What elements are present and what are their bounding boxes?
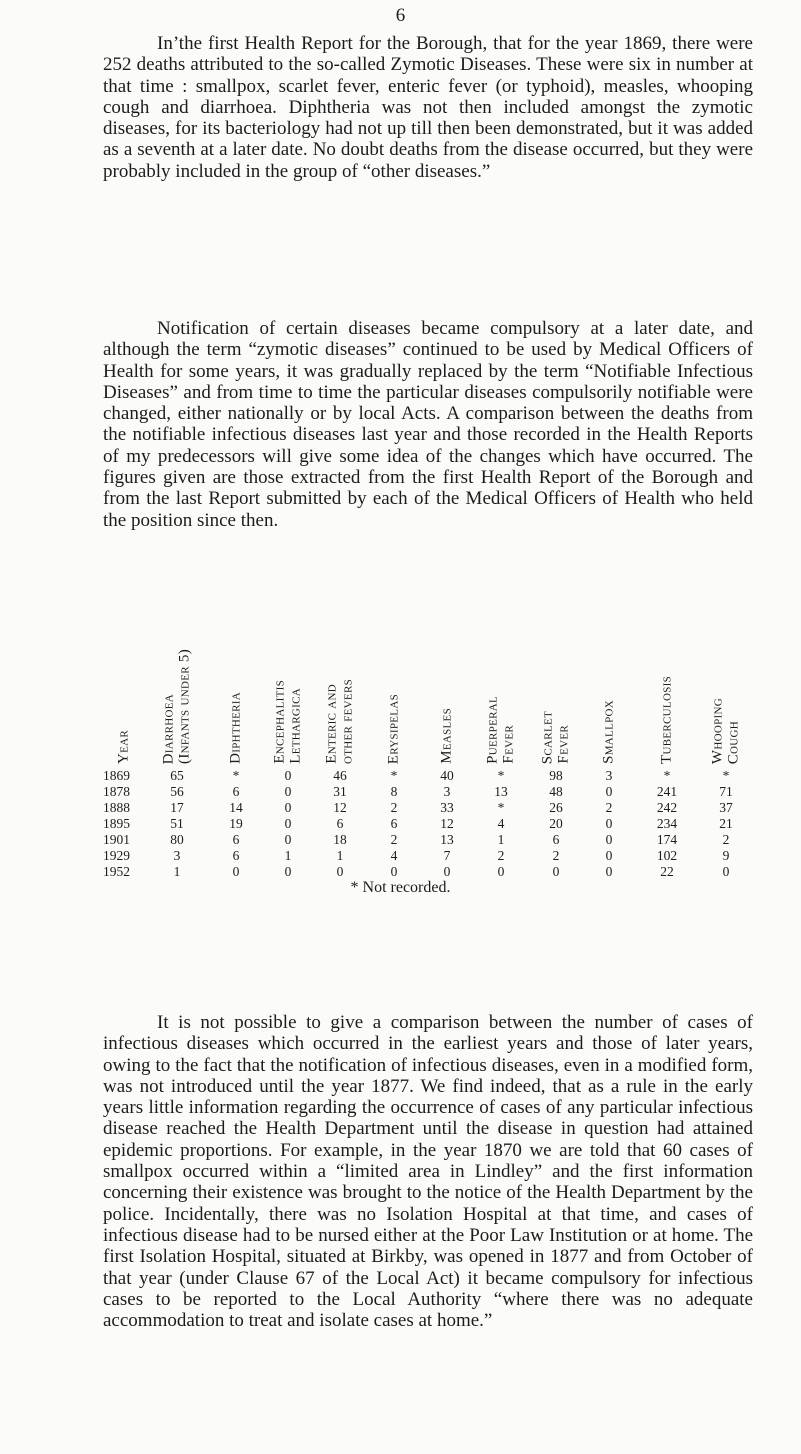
table-cell: 1 bbox=[173, 864, 181, 879]
table-cell: 4 bbox=[390, 848, 398, 863]
table-body bbox=[103, 768, 753, 880]
table-cell: 19 bbox=[229, 816, 243, 831]
table-cell: * bbox=[390, 768, 398, 783]
table-cell-year: 1929 bbox=[103, 848, 130, 863]
table-cell: 17 bbox=[170, 800, 184, 815]
table-cell: 65 bbox=[170, 768, 184, 783]
table-cell-year: 1878 bbox=[103, 784, 130, 799]
table-cell: 0 bbox=[722, 864, 730, 879]
header-tuberculosis: Tuberculosis bbox=[658, 676, 675, 764]
header-puerperal: Puerperal Fever bbox=[484, 696, 517, 764]
table-cell: 22 bbox=[660, 864, 674, 879]
table-cell: 6 bbox=[232, 784, 240, 799]
table-cell: * bbox=[722, 768, 730, 783]
table-cell: 31 bbox=[333, 784, 347, 799]
table-cell: 71 bbox=[719, 784, 733, 799]
table-cell: 2 bbox=[722, 832, 730, 847]
table-cell: 21 bbox=[719, 816, 733, 831]
table-row bbox=[103, 784, 753, 800]
table-cell: 6 bbox=[390, 816, 398, 831]
table-cell: 242 bbox=[656, 800, 678, 815]
table-cell: 6 bbox=[232, 832, 240, 847]
table-cell: 0 bbox=[284, 832, 292, 847]
table-row bbox=[103, 848, 753, 864]
table-cell: 0 bbox=[605, 784, 613, 799]
table-cell: 0 bbox=[497, 864, 505, 879]
table-row bbox=[103, 768, 753, 784]
table-cell: 8 bbox=[390, 784, 398, 799]
table-cell: 0 bbox=[284, 784, 292, 799]
table-cell: * bbox=[497, 800, 505, 815]
table-cell: 1 bbox=[284, 848, 292, 863]
deaths-comparison-table bbox=[103, 618, 753, 880]
table-cell: 0 bbox=[284, 816, 292, 831]
header-smallpox: Smallpox bbox=[600, 700, 617, 764]
table-cell: * bbox=[497, 768, 505, 783]
table-cell: 0 bbox=[605, 832, 613, 847]
table-cell: 33 bbox=[440, 800, 454, 815]
table-cell: 0 bbox=[605, 864, 613, 879]
table-row bbox=[103, 800, 753, 816]
page-number: 6 bbox=[395, 5, 406, 26]
table-row bbox=[103, 864, 753, 880]
table-cell: 48 bbox=[549, 784, 563, 799]
table-cell-year: 1952 bbox=[103, 864, 130, 879]
paragraph-first-health-report: In’the first Health Report for the Borough, that for the year 1869, there were 252 deaths attributed to the so-called Zymotic Diseases. These were six in number at that time : smallpox, scarlet fever, enteric fever (or typhoid), measles, whooping cough and diarrhoea. Diphtheria was not then included amongst the zymotic diseases, for its bacteriology had not up till then been demonstrated, but it was added as a seventh at a later date. No doubt deaths from the disease occurred, but they were probably included in the group of “other diseases.” bbox=[103, 33, 753, 182]
table-cell: 37 bbox=[719, 800, 733, 815]
table-cell: 14 bbox=[229, 800, 243, 815]
table-cell: 18 bbox=[333, 832, 347, 847]
table-cell: 2 bbox=[497, 848, 505, 863]
table-cell-year: 1901 bbox=[103, 832, 130, 847]
table-cell-year: 1869 bbox=[103, 768, 130, 783]
header-diarrhoea: Diarrhoea (Infants under 5) bbox=[160, 649, 193, 764]
paragraph-comparison-cases: It is not possible to give a comparison between the number of cases of infectious diseases which occurred in the earliest years and those of later years, owing to the fact that the notification of infectious diseases, even in a modified form, was not introduced until the year 1877. We find indeed, that as a rule in the early years little information regarding the occurrence of cases of any particular infectious disease reached the Health Department until the disease in question had attained epidemic proportions. For example, in the year 1870 we are told that 60 cases of smallpox occurred within a “limited area in Lindley” and the first information concerning their existence was brought to the notice of the Health Department by the police. Incidentally, there was no Isolation Hospital at that time, and cases of infectious disease had to be nursed either at the Poor Law Institution or at home. The first Isolation Hospital, situated at Birkby, was opened in 1877 and from October of that year (under Clause 67 of the Local Act) it became compulsory for infectious cases to be reported to the Local Authority “where there was no adequate accommodation to treat and isolate cases at home.” bbox=[103, 1012, 753, 1332]
table-cell: 56 bbox=[170, 784, 184, 799]
table-cell-year: 1888 bbox=[103, 800, 130, 815]
header-whooping: Whooping Cough bbox=[709, 697, 742, 764]
table-cell: 0 bbox=[336, 864, 344, 879]
table-cell: 3 bbox=[605, 768, 613, 783]
table-cell: * bbox=[232, 768, 240, 783]
table-cell: 0 bbox=[284, 800, 292, 815]
table-cell-year: 1895 bbox=[103, 816, 130, 831]
header-scarlet: Scarlet Fever bbox=[539, 710, 572, 764]
table-cell: 0 bbox=[284, 768, 292, 783]
table-cell: 0 bbox=[605, 816, 613, 831]
table-cell: 46 bbox=[333, 768, 347, 783]
table-cell: 6 bbox=[552, 832, 560, 847]
table-cell: 7 bbox=[443, 848, 451, 863]
table-cell: 241 bbox=[656, 784, 678, 799]
header-erysipelas: Erysipelas bbox=[385, 693, 402, 764]
table-cell: 2 bbox=[390, 832, 398, 847]
table-cell: 26 bbox=[549, 800, 563, 815]
table-row bbox=[103, 832, 753, 848]
table-cell: 0 bbox=[284, 864, 292, 879]
paragraph-notification: Notification of certain diseases became compulsory at a later date, and although the term “zymotic diseases” continued to be used by Medical Officers of Health for some years, it was gradually replaced by the term “Notifiable Infectious Diseases” and from time to time the particular diseases compulsorily notifiable were changed, either nationally or by local Acts. A comparison between the deaths from the notifiable infectious diseases last year and those recorded in the Health Reports of my predecessors will give some idea of the changes which have occurred. The figures given are those extracted from the first Health Report of the Borough and from the last Report submitted by each of the Medical Officers of Health who held the position since then. bbox=[103, 318, 753, 531]
table-cell: * bbox=[663, 768, 671, 783]
table-row bbox=[103, 816, 753, 832]
table-cell: 12 bbox=[440, 816, 454, 831]
table-cell: 102 bbox=[656, 848, 678, 863]
table-cell: 51 bbox=[170, 816, 184, 831]
table-cell: 80 bbox=[170, 832, 184, 847]
table-cell: 12 bbox=[333, 800, 347, 815]
table-cell: 6 bbox=[232, 848, 240, 863]
table-cell: 2 bbox=[552, 848, 560, 863]
table-cell: 1 bbox=[497, 832, 505, 847]
header-enteric: Enteric and other fevers bbox=[323, 679, 356, 764]
table-cell: 3 bbox=[173, 848, 181, 863]
table-cell: 0 bbox=[390, 864, 398, 879]
header-year: Year bbox=[115, 729, 132, 764]
table-cell: 13 bbox=[494, 784, 508, 799]
table-cell: 234 bbox=[656, 816, 678, 831]
table-cell: 174 bbox=[656, 832, 678, 847]
table-cell: 0 bbox=[605, 848, 613, 863]
header-encephalitis: Encephalitis Lethargica bbox=[271, 680, 304, 764]
table-cell: 2 bbox=[390, 800, 398, 815]
table-cell: 40 bbox=[440, 768, 454, 783]
table-header-row bbox=[103, 618, 753, 768]
table-cell: 6 bbox=[336, 816, 344, 831]
table-cell: 0 bbox=[232, 864, 240, 879]
table-cell: 1 bbox=[336, 848, 344, 863]
table-cell: 4 bbox=[497, 816, 505, 831]
table-cell: 13 bbox=[440, 832, 454, 847]
table-cell: 9 bbox=[722, 848, 730, 863]
header-measles: Measles bbox=[438, 708, 455, 764]
table-cell: 3 bbox=[443, 784, 451, 799]
table-cell: 98 bbox=[549, 768, 563, 783]
table-cell: 2 bbox=[605, 800, 613, 815]
table-cell: 0 bbox=[552, 864, 560, 879]
table-footnote: * Not recorded. bbox=[350, 879, 451, 896]
table-cell: 0 bbox=[443, 864, 451, 879]
table-cell: 20 bbox=[549, 816, 563, 831]
header-diphtheria: Diphtheria bbox=[227, 692, 244, 764]
